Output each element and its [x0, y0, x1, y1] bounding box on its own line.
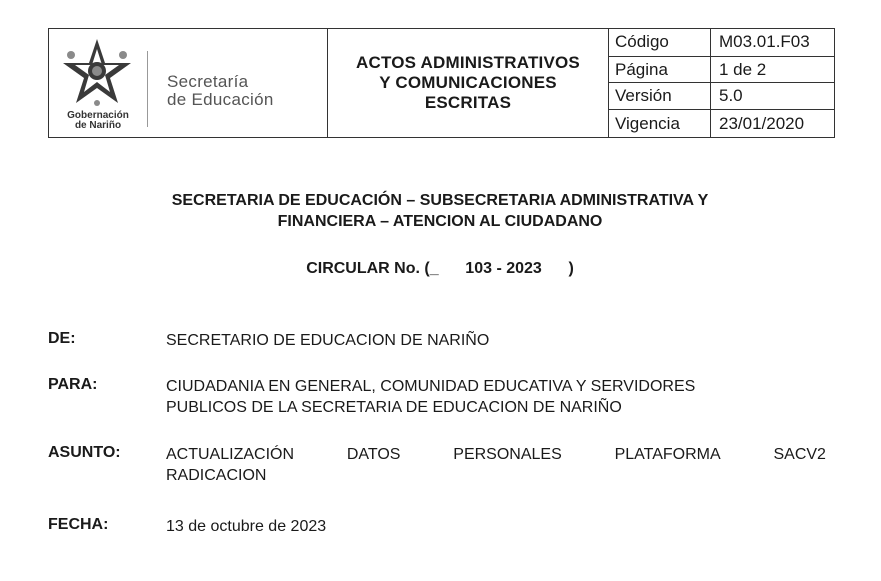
meta-value-version: 5.0 — [711, 83, 835, 110]
field-label: DE: — [48, 330, 76, 347]
gobernacion-star-logo-icon — [57, 35, 137, 109]
field-value: CIUDADANIA EN GENERAL, COMUNIDAD EDUCATIVA Y SERVIDORES PUBLICOS DE LA SECRETARIA DE EDUCACION DE NARIÑO — [166, 378, 696, 416]
field-label: FECHA: — [48, 516, 109, 533]
document-title: ACTOS ADMINISTRATIVOS Y COMUNICACIONES ESCRITAS — [356, 53, 580, 112]
meta-value-codigo: M03.01.F03 — [711, 29, 835, 57]
gobernacion-caption: Gobernación de Nariño — [67, 110, 129, 131]
field-value: 13 de octubre de 2023 — [166, 518, 327, 535]
document-heading: SECRETARIA DE EDUCACIÓN – SUBSECRETARIA ADMINISTRATIVA Y FINANCIERA – ATENCION AL CIUDADANO — [171, 192, 709, 230]
secretaria-name: Secretaría de Educación — [167, 72, 274, 109]
field-value: SECRETARIO DE EDUCACION DE NARIÑO — [166, 332, 490, 349]
field-label: PARA: — [48, 376, 98, 393]
circular-number: CIRCULAR No. (_ 103 - 2023 ) — [306, 260, 574, 277]
meta-key-version: Versión — [609, 83, 711, 110]
logo-cell — [49, 29, 328, 138]
field-label: ASUNTO: — [48, 444, 121, 461]
meta-value-pagina: 1 de 2 — [711, 56, 835, 83]
logo-divider — [147, 51, 148, 127]
meta-key-vigencia: Vigencia — [609, 110, 711, 138]
field-value: ACTUALIZACIÓN DATOS PERSONALES PLATAFORMA SACV2 RADICACION — [166, 446, 826, 484]
document-header-table — [48, 28, 835, 138]
meta-key-codigo: Código — [609, 29, 711, 57]
meta-value-vigencia: 23/01/2020 — [711, 110, 835, 138]
document-title-cell — [328, 29, 609, 138]
meta-key-pagina: Página — [609, 56, 711, 83]
